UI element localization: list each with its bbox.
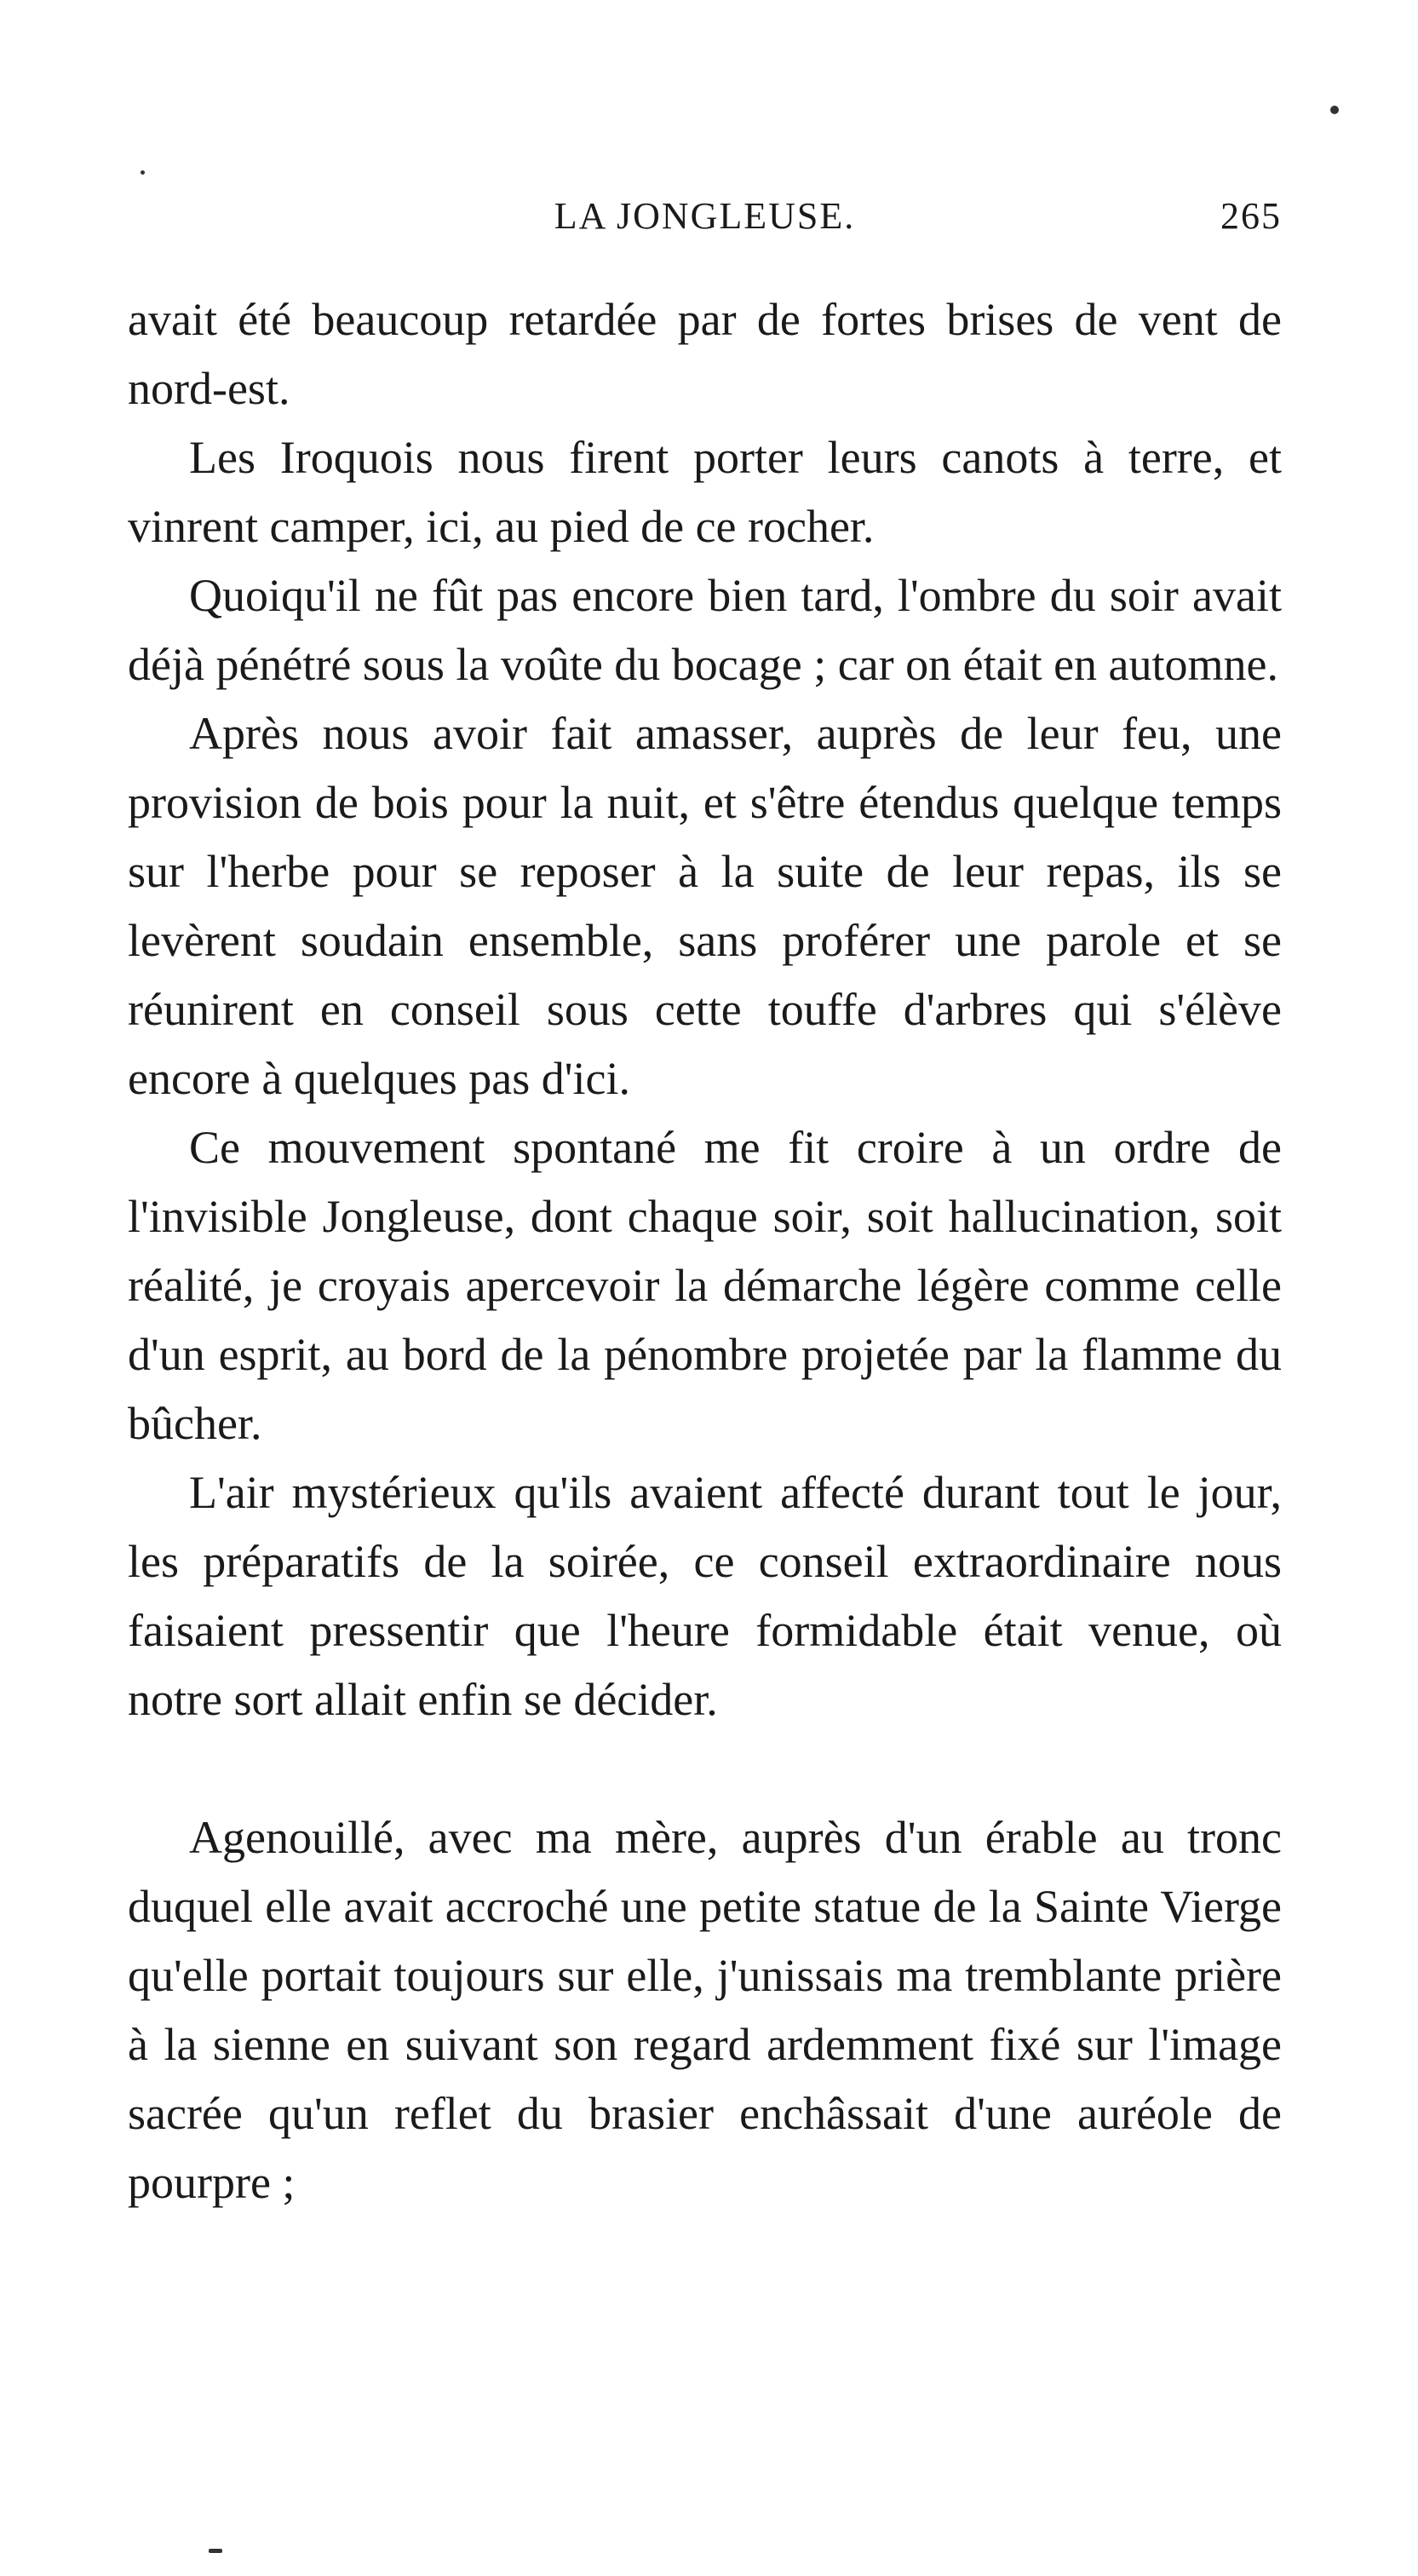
paragraph: Quoiqu'il ne fût pas encore bien tard, l'ombre du soir avait déjà pénétré sous la voûte du bocage ; car on était en automne. <box>128 570 1282 690</box>
paragraph: Après nous avoir fait amasser, auprès de leur feu, une provision de bois pour la nuit, et s'être étendus quelque temps sur l'herbe pour se reposer à la suite de leur repas, ils se levèrent soudain ensemble, sans proférer une parole et se réunirent en conseil sous cette touffe d'arbres qui s'élève encore à quelques pas d'ici. <box>128 708 1282 1104</box>
paragraph: avait été beaucoup retardée par de fortes brises de vent de nord-est. <box>128 294 1282 414</box>
paragraph: Agenouillé, avec ma mère, auprès d'un érable au tronc duquel elle avait accroché une petite statue de la Sainte Vierge qu'elle portait toujours sur elle, j'unissais ma tremblante prière à la sienne en suivant son regard ardemment fixé sur l'image sacrée qu'un reflet du brasier enchâssait d'une auréole de pourpre ; <box>128 1812 1282 2208</box>
body-text <box>128 285 1282 2217</box>
paragraph: Ce mouvement spontané me fit croire à un ordre de l'invisible Jongleuse, dont chaque soir, soit hallucination, soit réalité, je croyais apercevoir la démarche légère comme celle d'un esprit, au bord de la pénombre projetée par la flamme du bûcher. <box>128 1122 1282 1449</box>
page-number: 265 <box>1220 195 1282 237</box>
ink-speck <box>141 170 145 175</box>
ink-speck <box>1330 106 1339 114</box>
paragraph: Les Iroquois nous firent porter leurs canots à terre, et vinrent camper, ici, au pied de ce rocher. <box>128 432 1282 552</box>
paragraph: L'air mystérieux qu'ils avaient affecté durant tout le jour, les préparatifs de la soirée, ce conseil extraordinaire nous faisaient pressentir que l'heure formidable était venue, où notre sort allait enfin se décider. <box>128 1467 1282 1725</box>
page-header <box>128 194 1282 245</box>
ink-speck <box>209 2549 222 2553</box>
running-title: LA JONGLEUSE. <box>554 195 856 237</box>
